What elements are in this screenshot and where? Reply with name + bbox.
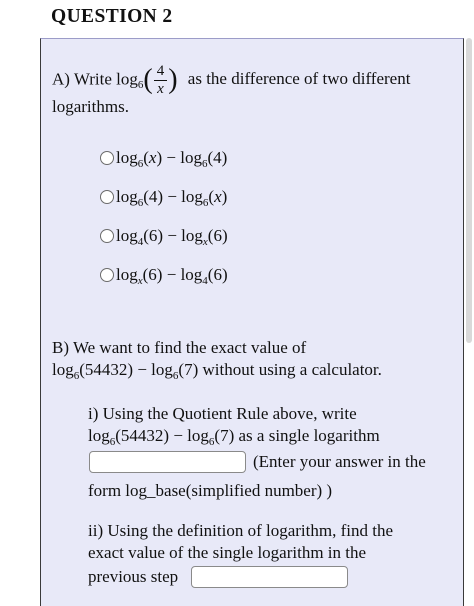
option-4-a-base: x xyxy=(137,275,143,287)
sub-ii-line1: ii) Using the definition of logarithm, find the xyxy=(88,521,394,540)
log-word: log xyxy=(88,426,110,445)
sub-i-hint2: form log_base(simplified number) ) xyxy=(88,481,333,500)
sub-ii-line3: previous step xyxy=(88,567,179,586)
log-word: log xyxy=(180,265,203,284)
minus: − xyxy=(137,360,147,379)
option-1-a-arg: x xyxy=(148,148,157,167)
part-a-prefix: A) Write xyxy=(52,69,112,89)
option-3-a-arg: 6 xyxy=(148,226,158,245)
log-word: log xyxy=(187,426,209,445)
option-4-a-arg: 6 xyxy=(148,265,157,284)
expr-b-arg: 7 xyxy=(220,426,229,445)
minus: − xyxy=(166,265,177,284)
log-base: 6 xyxy=(73,370,80,382)
option-4-b-base: 4 xyxy=(202,275,208,287)
option-2-b-base: 6 xyxy=(202,197,209,209)
minus: − xyxy=(166,148,176,167)
sub-i-line2: $\log_6(54432) - \log_6(7)$ as a single logarithm xyxy=(88,426,380,448)
expr-b-arg: 7 xyxy=(184,360,193,379)
log-base: 6 xyxy=(137,79,144,92)
option-1-b-base: 6 xyxy=(201,158,208,170)
option-2-label: $\log_6(4) - \log_6(x)$ xyxy=(116,187,228,209)
log-word: log xyxy=(116,265,138,284)
part-b-line2: $\log_6(54432) - \log_6(7)$ without using a calculator. xyxy=(52,360,382,382)
part-b-line2-suffix: without using a calculator. xyxy=(202,360,382,379)
option-3-label: $\log_4(6) - \log_x(6)$ xyxy=(116,226,228,248)
option-3-b-base: x xyxy=(202,236,208,248)
sub-i-hint: (Enter your answer in the xyxy=(253,452,426,471)
option-3-a-base: 4 xyxy=(137,236,144,248)
option-2-a-arg: 4 xyxy=(148,187,158,206)
option-2-radio[interactable] xyxy=(100,190,114,204)
log-base: 6 xyxy=(172,370,179,382)
left-paren: ( xyxy=(143,64,153,96)
log-word: log xyxy=(116,69,138,89)
part-a-prompt xyxy=(52,63,410,98)
log-base: 6 xyxy=(109,436,116,448)
part-a-suffix: as the difference of two different xyxy=(187,69,411,89)
log-word: log xyxy=(116,187,138,206)
scrollbar[interactable] xyxy=(466,38,472,343)
expr-a-arg: 54432 xyxy=(84,360,128,379)
log-word: log xyxy=(180,148,202,167)
log-word: log xyxy=(151,360,173,379)
option-4-radio[interactable] xyxy=(100,268,114,282)
option-1-a-base: 6 xyxy=(137,158,144,170)
fraction xyxy=(154,63,168,98)
minus: − xyxy=(167,226,177,245)
option-1-radio[interactable] xyxy=(100,151,114,165)
option-2-a-base: 6 xyxy=(137,197,144,209)
option-4-b-arg: 6 xyxy=(213,265,222,284)
log-word: log xyxy=(181,226,203,245)
exact-value-input[interactable] xyxy=(191,566,348,588)
fraction-denominator: x xyxy=(157,81,164,97)
part-b-line1: B) We want to find the exact value of xyxy=(52,338,307,357)
minus: − xyxy=(173,426,183,445)
log-word: log xyxy=(181,187,203,206)
option-2-b-arg: x xyxy=(214,187,222,206)
option-4-label: $\log_x(6) - \log_4(6)$ xyxy=(116,265,228,287)
option-3-radio[interactable] xyxy=(100,229,114,243)
log-base: 6 xyxy=(208,436,215,448)
log-word: log xyxy=(52,360,74,379)
log-word: log xyxy=(116,148,138,167)
sub-ii-line2: exact value of the single logarithm in the xyxy=(88,543,367,562)
part-a-line2: logarithms. xyxy=(52,97,129,116)
fraction-numerator: 4 xyxy=(154,63,168,81)
minus: − xyxy=(167,187,177,206)
option-3-b-arg: 6 xyxy=(213,226,222,245)
expr-a-arg: 54432 xyxy=(120,426,164,445)
sub-i-line2-suffix: as a single logarithm xyxy=(238,426,380,445)
log-word: log xyxy=(116,226,138,245)
question-title: QUESTION 2 xyxy=(51,6,173,27)
sub-i-line1: i) Using the Quotient Rule above, write xyxy=(88,404,357,423)
option-1-b-arg: 4 xyxy=(213,148,222,167)
option-1-label: $\log_6(x) - \log_6(4)$ xyxy=(116,148,228,170)
right-paren: ) xyxy=(168,64,178,96)
single-log-input[interactable] xyxy=(89,451,246,473)
